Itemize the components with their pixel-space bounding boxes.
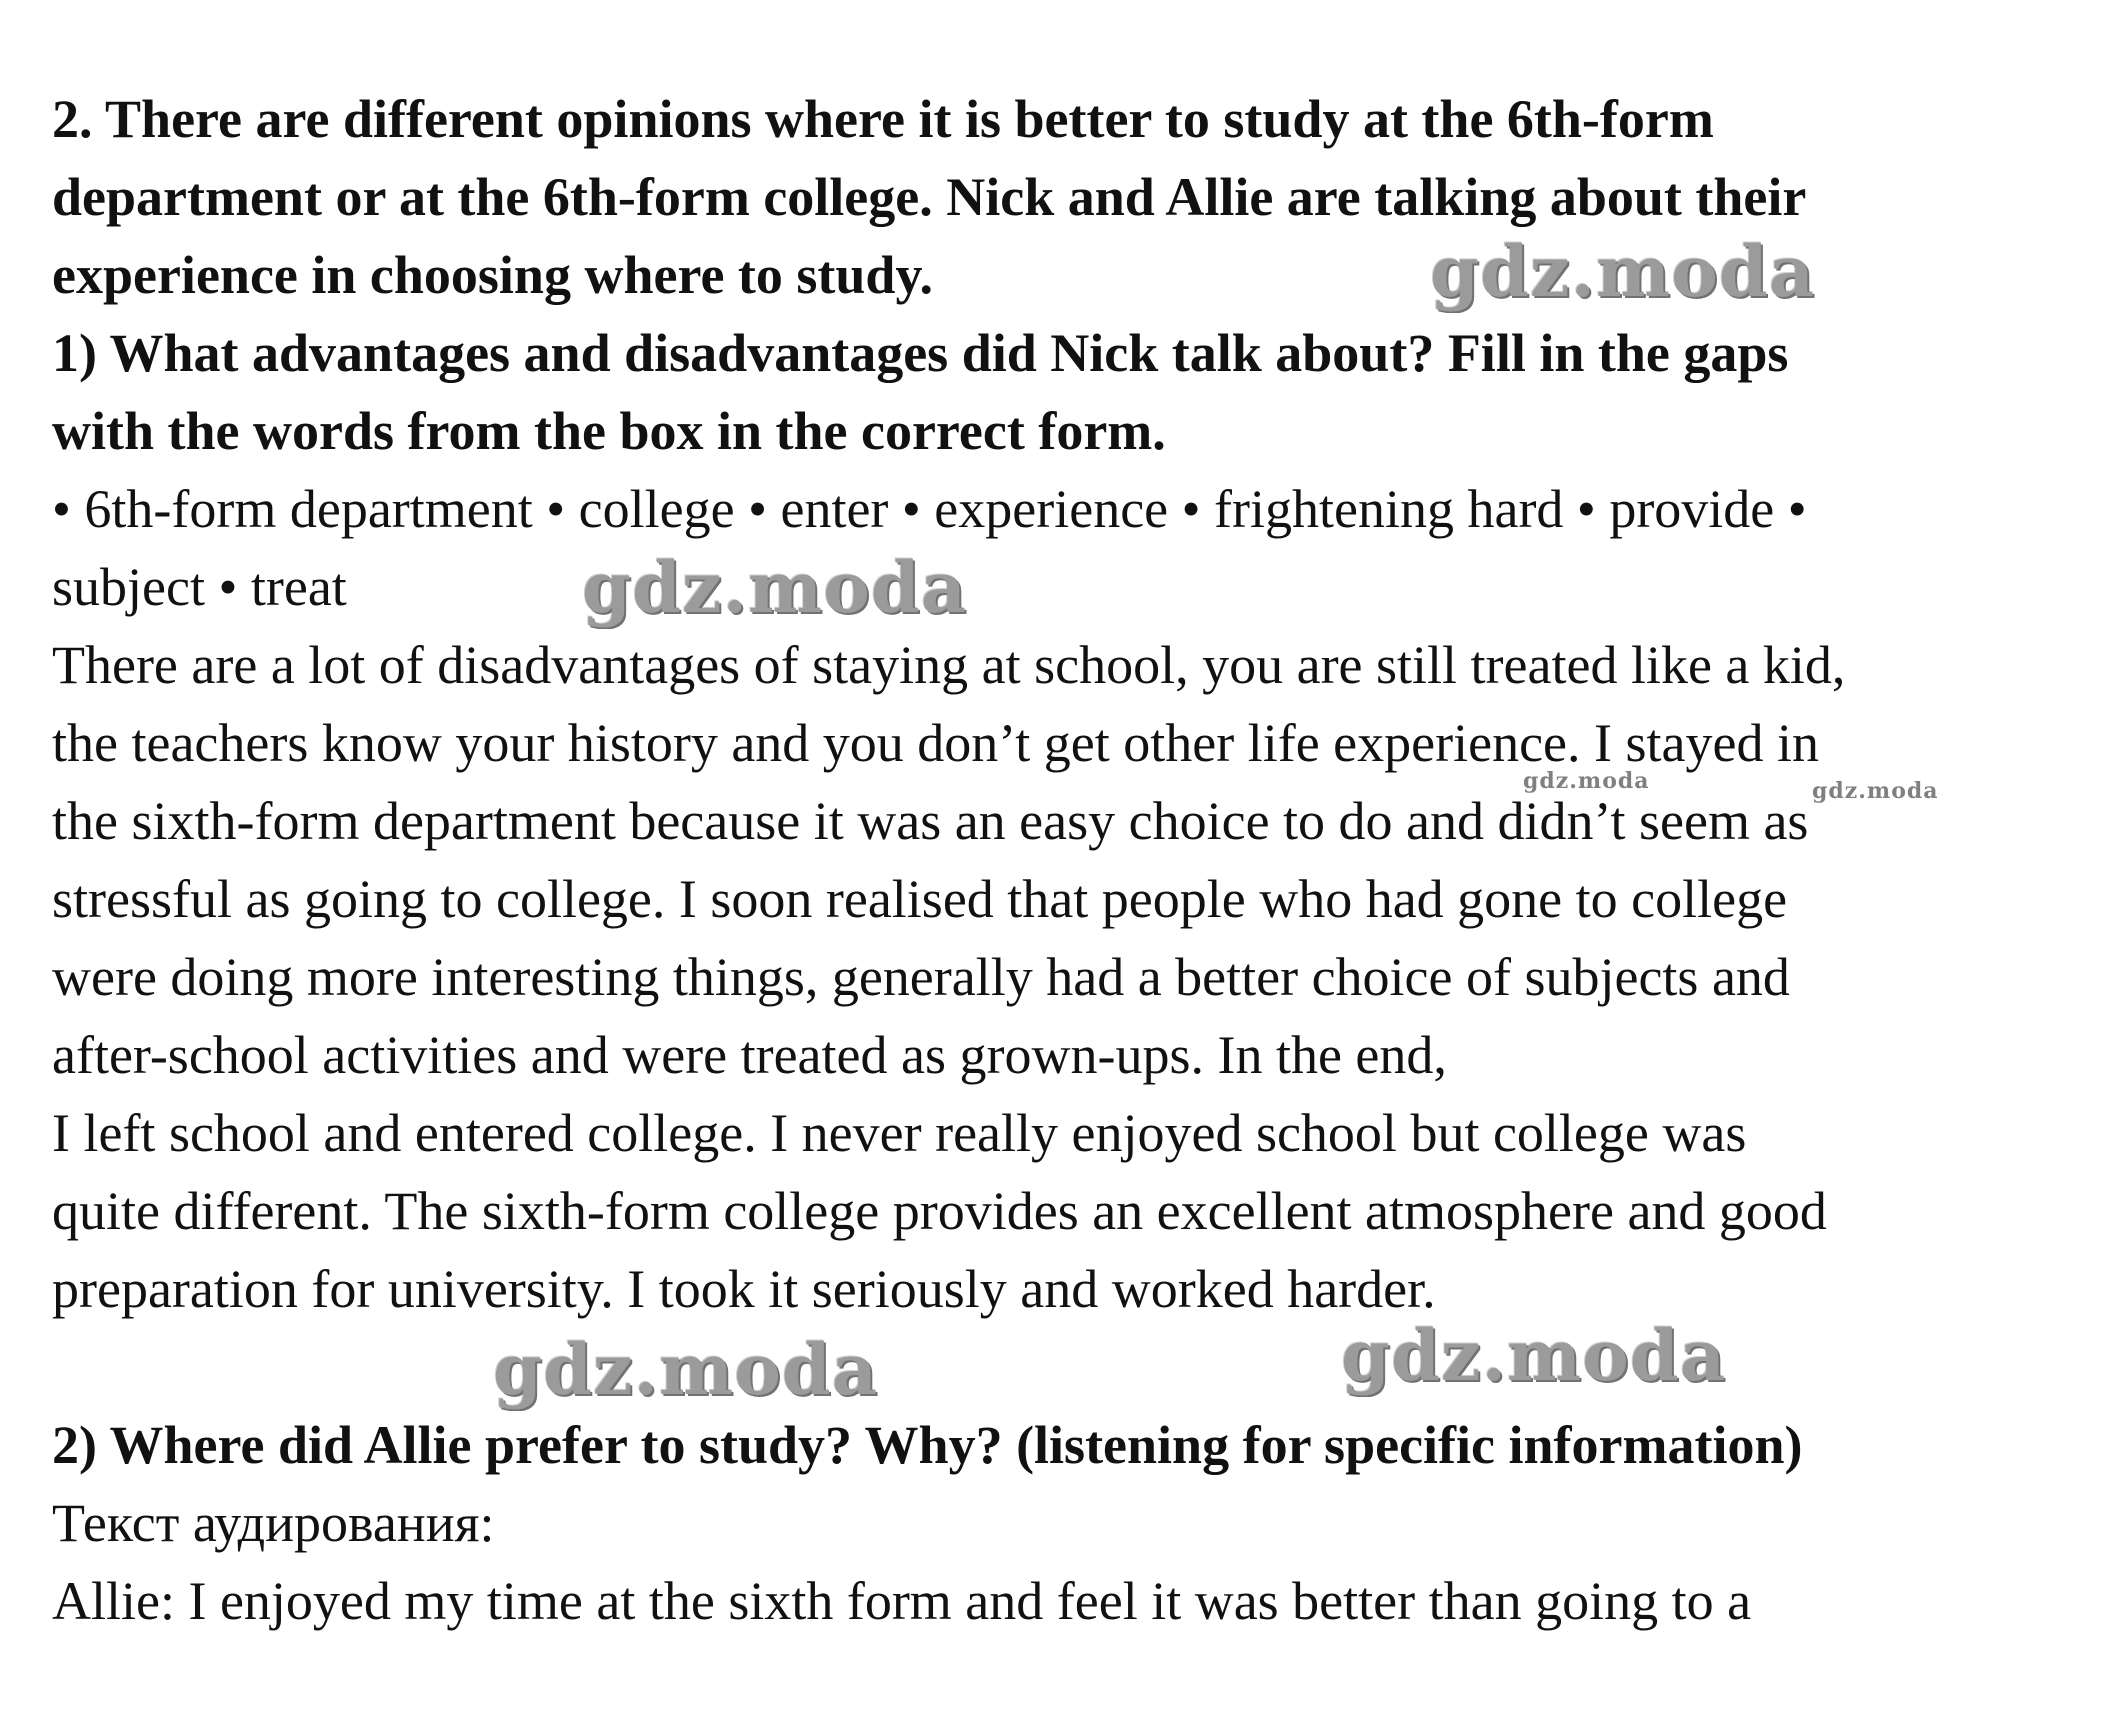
answer-line-4: stressful as going to college. I soon realised that people who had gone to college — [52, 869, 1788, 929]
watermark-logo: gdz.moda — [1430, 230, 1816, 313]
answer-line-5: were doing more interesting things, generally had a better choice of subjects and — [52, 947, 1790, 1007]
answer-line-7: I left school and entered college. I never really enjoyed school but college was — [52, 1103, 1747, 1163]
task-heading-line-2: department or at the 6th-form college. Nick and Allie are talking about their — [52, 167, 1807, 227]
question-1-line-1: 1) What advantages and disadvantages did Nick talk about? Fill in the gaps — [52, 323, 1789, 383]
answer-line-9: preparation for university. I took it seriously and worked harder. — [52, 1259, 1436, 1319]
answer-line-1: There are a lot of disadvantages of staying at school, you are still treated like a kid, — [52, 635, 1846, 695]
word-box-line-1: • 6th-form department • college • enter • experience • frightening hard • provide • — [52, 479, 1807, 539]
watermark-logo-small: gdz.moda — [1812, 778, 1939, 804]
watermark-logo: gdz.moda — [582, 546, 968, 629]
transcript-first-line: Allie: I enjoyed my time at the sixth form and feel it was better than going to a — [52, 1571, 1752, 1631]
answer-line-2: the teachers know your history and you don’t get other life experience. I stayed in — [52, 713, 1819, 773]
answer-line-8: quite different. The sixth-form college provides an excellent atmosphere and good — [52, 1181, 1827, 1241]
question-2-line: 2) Where did Allie prefer to study? Why? (listening for specific information) — [52, 1415, 1803, 1475]
answer-line-6: after-school activities and were treated as grown-ups. In the end, — [52, 1025, 1447, 1085]
answer-line-3: the sixth-form department because it was an easy choice to do and didn’t seem as — [52, 791, 1809, 851]
watermark-logo: gdz.moda — [493, 1328, 879, 1411]
watermark-logo: gdz.moda — [1341, 1314, 1727, 1397]
watermark-logo-small: gdz.moda — [1523, 768, 1650, 794]
transcript-label: Текст аудирования: — [52, 1493, 495, 1553]
task-heading-line-1: 2. There are different opinions where it is better to study at the 6th-form — [52, 89, 1714, 149]
task-heading-line-3: experience in choosing where to study. — [52, 245, 933, 305]
word-box-line-2: subject • treat — [52, 557, 347, 617]
question-1-line-2: with the words from the box in the correct form. — [52, 401, 1166, 461]
